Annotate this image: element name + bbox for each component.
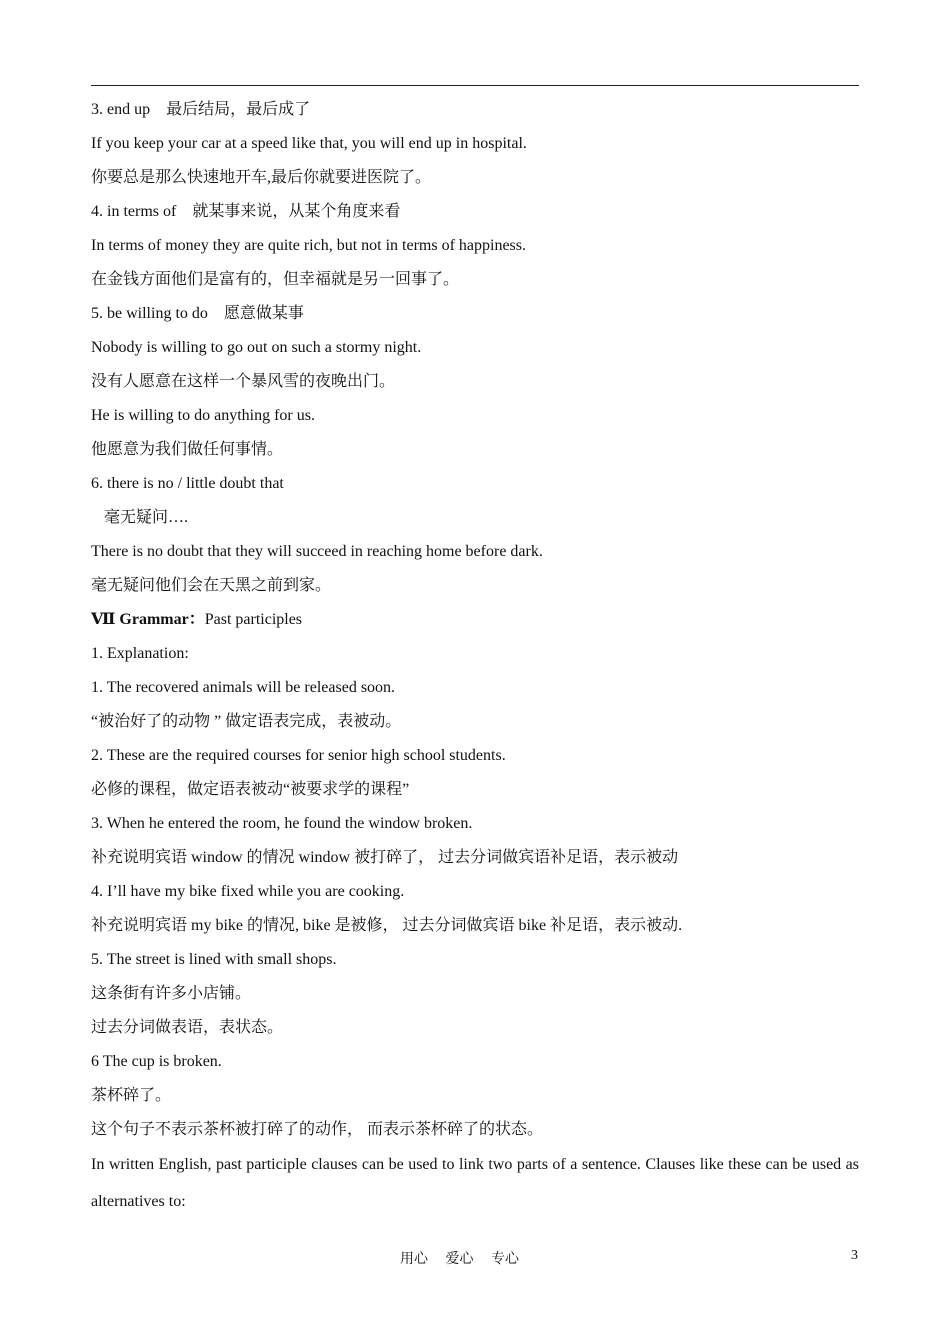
example-sentence: In terms of money they are quite rich, but not in terms of happiness. — [91, 237, 527, 254]
page-body — [91, 98, 859, 1220]
grammar-note: 过去分词做表语，表状态。 — [91, 1019, 284, 1036]
phrase-heading-be-willing-to-do: 5. be willing to do 愿意做某事 — [91, 305, 304, 322]
grammar-note: 必修的课程，做定语表被动“被要求学的课程” — [91, 781, 410, 798]
grammar-example: 2. These are the required courses for senior high school students. — [91, 747, 506, 764]
example-sentence: Nobody is willing to go out on such a stormy night. — [91, 339, 422, 356]
phrase-heading-end-up: 3. end up 最后结局，最后成了 — [91, 101, 311, 118]
grammar-example: 4. I’ll have my bike fixed while you are cooking. — [91, 883, 405, 900]
example-sentence: If you keep your car at a speed like that, you will end up in hospital. — [91, 135, 527, 152]
phrase-heading-in-terms-of: 4. in terms of 就某事来说，从某个角度来看 — [91, 203, 401, 220]
phrase-heading-there-is-no-doubt: 6. there is no / little doubt that — [91, 475, 284, 492]
grammar-heading-label: Ⅶ Grammar： — [91, 611, 205, 628]
grammar-note: 这个句子不表示茶杯被打碎了的动作， 而表示茶杯碎了的状态。 — [91, 1121, 544, 1138]
grammar-example: 1. The recovered animals will be released soon. — [91, 679, 396, 696]
header-rule — [91, 85, 859, 86]
grammar-note: 补充说明宾语 my bike 的情况, bike 是被修， 过去分词做宾语 bike 补足语，表示被动. — [91, 917, 683, 934]
example-translation: 毫无疑问他们会在天黑之前到家。 — [91, 577, 332, 594]
example-translation: 他愿意为我们做任何事情。 — [91, 441, 284, 458]
closing-paragraph: In written English, past participle clauses can be used to link two parts of a sentence. Clauses like these can be used as alternatives to: — [91, 1156, 859, 1210]
grammar-note: 茶杯碎了。 — [91, 1087, 172, 1104]
grammar-note: “被治好了的动物 ” 做定语表完成，表被动。 — [91, 713, 402, 730]
grammar-example: 6 The cup is broken. — [91, 1053, 222, 1070]
grammar-heading-topic: Past participles — [204, 611, 303, 628]
grammar-note: 这条街有许多小店铺。 — [91, 985, 252, 1002]
grammar-example: 5. The street is lined with small shops. — [91, 951, 337, 968]
explanation-heading: 1. Explanation: — [91, 645, 189, 662]
footer-motto: 用心 爱心 专心 — [400, 1252, 519, 1267]
phrase-meaning: 毫无疑问…. — [104, 509, 189, 526]
example-sentence: There is no doubt that they will succeed in reaching home before dark. — [91, 543, 543, 560]
grammar-example: 3. When he entered the room, he found the window broken. — [91, 815, 473, 832]
page-number: 3 — [851, 1248, 858, 1263]
example-translation: 在金钱方面他们是富有的，但幸福就是另一回事了。 — [91, 271, 460, 288]
grammar-section-heading — [91, 608, 859, 642]
example-sentence: He is willing to do anything for us. — [91, 407, 315, 424]
example-translation: 没有人愿意在这样一个暴风雪的夜晚出门。 — [91, 373, 396, 390]
example-translation: 你要总是那么快速地开车,最后你就要进医院了。 — [91, 169, 432, 186]
grammar-note: 补充说明宾语 window 的情况 window 被打碎了， 过去分词做宾语补足语，表示被动 — [91, 849, 679, 866]
